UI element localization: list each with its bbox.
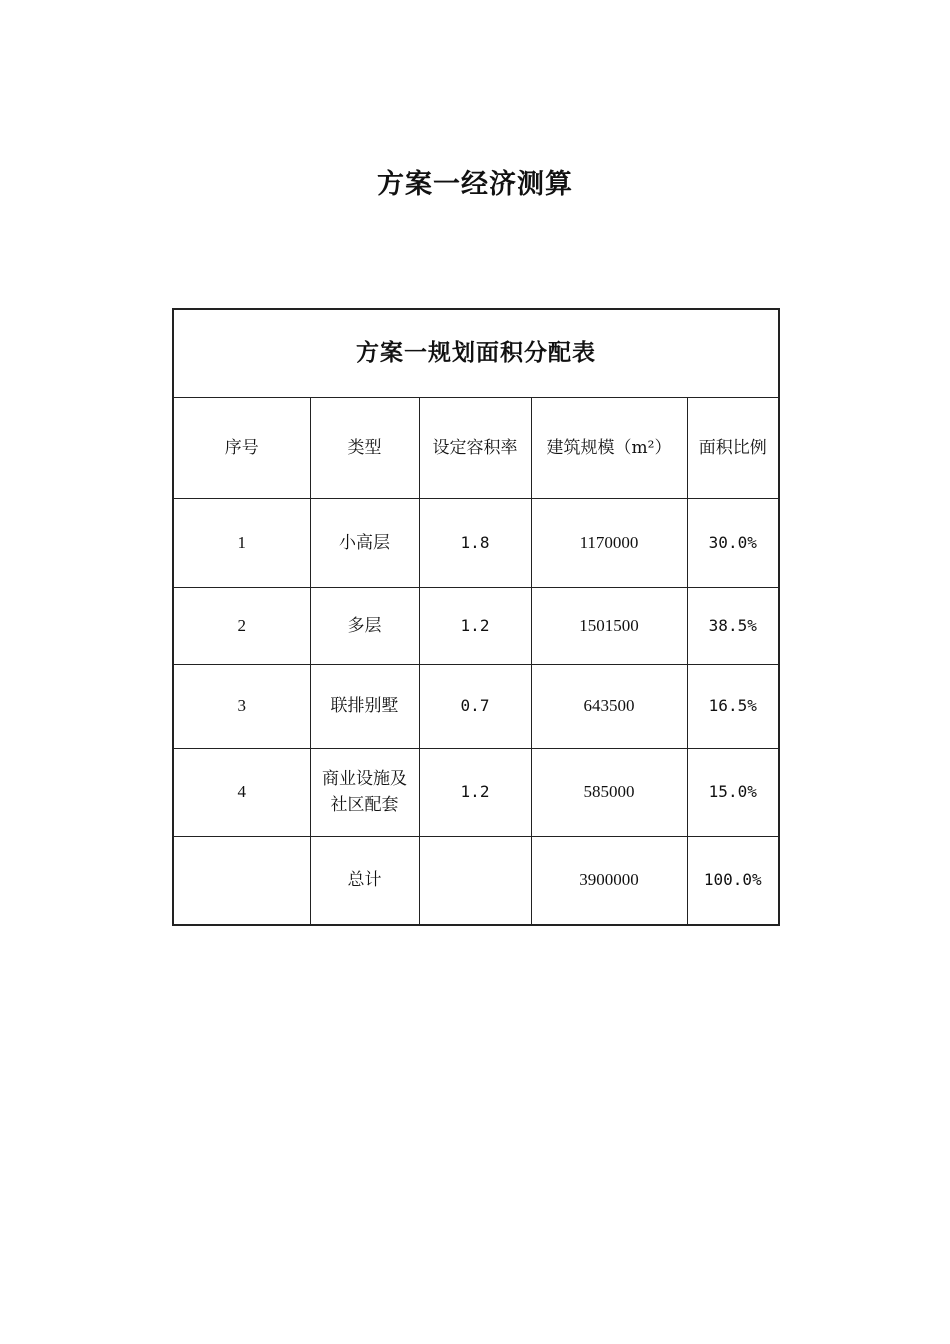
header-far: 设定容积率 [419, 397, 531, 498]
total-far [419, 836, 531, 925]
total-index [173, 836, 310, 925]
cell-ratio: 38.5% [687, 587, 779, 664]
header-type: 类型 [310, 397, 419, 498]
total-label: 总计 [310, 836, 419, 925]
total-ratio: 100.0% [687, 836, 779, 925]
cell-index: 2 [173, 587, 310, 664]
cell-index: 4 [173, 748, 310, 836]
header-scale: 建筑规模（m²） [531, 397, 687, 498]
table-row [173, 498, 779, 587]
cell-ratio: 30.0% [687, 498, 779, 587]
cell-index: 3 [173, 664, 310, 748]
cell-scale: 585000 [531, 748, 687, 836]
page-title: 方案一经济测算 [377, 169, 573, 200]
cell-type: 多层 [310, 587, 419, 664]
table-header-row [173, 397, 779, 498]
header-index: 序号 [173, 397, 310, 498]
cell-far: 1.2 [419, 587, 531, 664]
cell-far: 1.8 [419, 498, 531, 587]
table-row [173, 587, 779, 664]
cell-type: 商业设施及社区配套 [310, 748, 419, 836]
cell-scale: 643500 [531, 664, 687, 748]
cell-scale: 1170000 [531, 498, 687, 587]
total-scale: 3900000 [531, 836, 687, 925]
cell-ratio: 15.0% [687, 748, 779, 836]
cell-type: 小高层 [310, 498, 419, 587]
table-row [173, 748, 779, 836]
table-caption-row [173, 309, 779, 397]
cell-far: 0.7 [419, 664, 531, 748]
cell-index: 1 [173, 498, 310, 587]
cell-scale: 1501500 [531, 587, 687, 664]
table-total-row [173, 836, 779, 925]
cell-type: 联排别墅 [310, 664, 419, 748]
cell-far: 1.2 [419, 748, 531, 836]
header-ratio: 面积比例 [687, 397, 779, 498]
cell-ratio: 16.5% [687, 664, 779, 748]
area-allocation-table [172, 308, 780, 926]
table-row [173, 664, 779, 748]
table-caption: 方案一规划面积分配表 [173, 309, 779, 397]
